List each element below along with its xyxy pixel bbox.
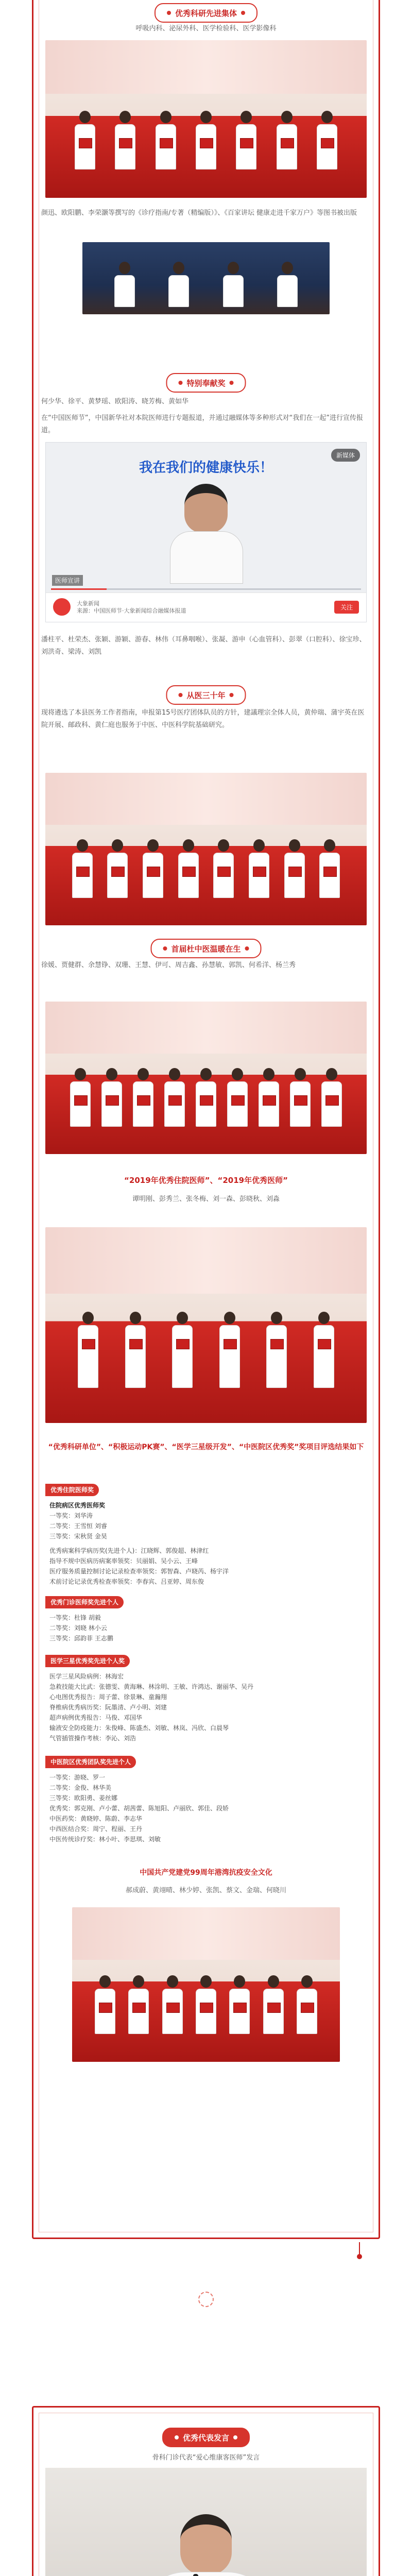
vitality-label: 中医院区优秀团队奖先进个人 — [45, 1756, 136, 1768]
general-item: 脊椎病优秀病历奖：阮墨清、卢小明、刘建 — [49, 1704, 167, 1711]
hospital-list — [49, 1500, 369, 1587]
video-names: 潘柱平、杜荣杰、张颖、游颖、游春、林伟（耳鼻咽喉）、张凝、游申（心血管科）、彭翠（口腔科）、徐宝珍、刘洪奇、梁涛、刘凯 — [41, 636, 366, 656]
general-label: 医学三星优秀奖先进个人奖 — [45, 1655, 130, 1667]
pin-icon — [355, 2242, 364, 2260]
decade-heading: 从医三十年 — [166, 685, 246, 705]
dot-icon — [178, 381, 182, 385]
general-item: 气管插管操作考核：李沁、刘浩 — [49, 1735, 136, 1742]
outpatient-item: 二等奖：刘晓 林小云 — [49, 1624, 107, 1632]
video-player[interactable] — [45, 442, 367, 622]
hospital-item: 三等奖：宋秋贤 金昊 — [49, 1533, 107, 1540]
best-title: “2019年优秀住院医师”、“2019年优秀医师” — [124, 1176, 288, 1185]
prize-heading: 特别奉献奖 — [166, 373, 246, 393]
hospital-item: 住院病区优秀医师奖 — [49, 1502, 106, 1509]
hospital-item: 医疗服务质量控制讨论记录检查率领奖：郭智森、卢晓芮、杨宇洋 — [49, 1568, 229, 1575]
general-item: 心电图优秀报告：周子蕾、徐景琳、童瀚翔 — [49, 1693, 167, 1701]
video-source-1: 大象新闻 — [77, 600, 99, 607]
growth-photo — [45, 1002, 367, 1154]
prize-names: 何少华、徐平、黄梦瑶、欧阳涛、晓芳梅、黄如华 — [41, 398, 189, 405]
seal-icon — [198, 2292, 214, 2307]
dot-icon — [175, 2435, 179, 2439]
hospital-item: 术前讨论记录优秀检查率领奖：李春宾、吕亚婷、周东俊 — [49, 1578, 204, 1585]
general-item: 医学三星风险病例：林海宏 — [49, 1673, 124, 1680]
rep-heading: 优秀代表发言 — [162, 2428, 250, 2447]
award-photo — [45, 40, 367, 198]
vitality-list — [49, 1772, 369, 1844]
stage-photo — [82, 242, 330, 314]
award-depts: 呼吸内科、泌尿外科、医学检验科、医学影像科 — [135, 25, 277, 32]
honor-photo — [72, 1907, 340, 2062]
vitality-item: 中医药奖：黄晓婷、陈蔚、李志华 — [49, 1815, 143, 1822]
hospital-item: 二等奖：王雪恒 刘睿 — [49, 1522, 107, 1530]
dot-icon — [241, 11, 245, 15]
hospital-item: 一等奖：刘华涛 — [49, 1512, 93, 1519]
hospital-item: 指导不规中医病历病案率领奖：贝丽娟、吴小云、王峰 — [49, 1557, 198, 1565]
general-item: 输液安全防疫能力：朱俊峰、陈盛杰、刘敏、林岚、冯欣、白晨琴 — [49, 1724, 229, 1732]
dot-icon — [167, 11, 171, 15]
dot-icon — [230, 693, 234, 697]
share-button[interactable]: 新媒体 — [331, 449, 360, 462]
follow-button[interactable]: 关注 — [334, 601, 359, 614]
growth-heading: 首届杜中医温暖在生 — [150, 939, 261, 958]
hospital-item: 优秀病案科学病历奖(先进个人)：江晓辉、郭俊超、林津红 — [49, 1547, 209, 1554]
video-caption: 医师宣讲 — [52, 575, 83, 586]
growth-names: 徐媛、贾健群、余慧铮、双珊、王慧、伊可、周吉鑫、孙慧敏、郭凯、何希洋、杨兰秀 — [41, 961, 296, 969]
vitality-item: 中西医结合奖：周宁、程丽、王丹 — [49, 1825, 143, 1833]
vitality-item: 中医传统诊疗奖：林小叶、李思琪、刘敏 — [49, 1836, 161, 1843]
decade-text: 现将遴选了本县医务工作者指南，申报第15号医疗团体队员的方针，建議理宗全体人员，黄仲瑞、蒲宇英在医院开展、邮政科、黄仁庭也服务于中医、中医科学院基础研究。 — [41, 709, 365, 729]
vitality-item: 优秀奖：郭克刚、卢小蕾、胡茜蕾、陈旭阳、卢丽欣、郭佳、段娇 — [49, 1805, 229, 1812]
general-item: 超声病例优秀报告：马俊、邓国华 — [49, 1714, 143, 1721]
general-list — [49, 1671, 369, 1743]
outpatient-label: 优秀门诊医师奖先进个人 — [45, 1596, 124, 1608]
best-photo — [45, 1227, 367, 1423]
outpatient-list — [49, 1613, 369, 1643]
vitality-item: 三等奖：欧阳勇、姜丝娜 — [49, 1794, 118, 1802]
award-heading: 优秀科研先进集体 — [154, 3, 258, 23]
video-intro: 在“中国医师节”，中国新华社对本院医师进行专题报道，并通过融媒体等多种形式对“我们在一起”进行宣传报道。 — [41, 414, 363, 434]
best-names: 谭明刚、彭秀兰、张冬梅、刘一森、彭晓秋、刘淼 — [132, 1195, 280, 1203]
video-greeting: 我在我们的健康快乐！ — [139, 460, 273, 476]
outpatient-item: 一等奖：杜锋 胡毅 — [49, 1614, 101, 1621]
rep1-caption: 骨科门诊代表“爱心维康客医师”发言 — [152, 2454, 260, 2462]
speaker-figure — [170, 484, 242, 587]
rep1-photo — [45, 2468, 367, 2576]
video-source-2: 来源：中国医师节·大象新闻综合融媒体报道 — [77, 607, 186, 614]
channel-logo-icon — [53, 598, 71, 616]
book-text: 颜迅、欧阳鹏、李荣灏等撰写的《诊疗指南/专著（精编版）》、《百家讲坛 健康走进千家万户》等图书被出版 — [41, 209, 357, 217]
hospital-label: 优秀住院医师奖 — [45, 1484, 99, 1496]
video-progress[interactable] — [51, 588, 361, 590]
dot-icon — [163, 946, 167, 951]
dot-icon — [233, 2435, 237, 2439]
outpatient-item: 三等奖：邱韵菲 王志鹏 — [49, 1635, 113, 1642]
dot-icon — [230, 381, 234, 385]
decade-photo — [45, 773, 367, 925]
honor-title: 中国共产党建党99周年港湾抗疫安全文化 — [140, 1869, 272, 1877]
vitality-item: 二等奖：金俊、林华美 — [49, 1784, 112, 1791]
general-item: 急救技能大比武：张德雯、黄海琳、林涂明、王敏、许鸿达、谢丽华、吴丹 — [49, 1683, 254, 1690]
dot-icon — [178, 693, 182, 697]
honor-names: 郝成蔚、黄翊晴、林少婷、张凯、蔡文、金瑞、何晓川 — [125, 1887, 286, 1894]
dot-icon — [245, 946, 249, 951]
awards-title: “优秀科研单位”、“积极运动PK赛”、“医学三星级开发”、“中医院区优秀奖”奖项目评选结果如下 — [48, 1443, 364, 1451]
vitality-item: 一等奖：游晓、罗一 — [49, 1774, 106, 1781]
